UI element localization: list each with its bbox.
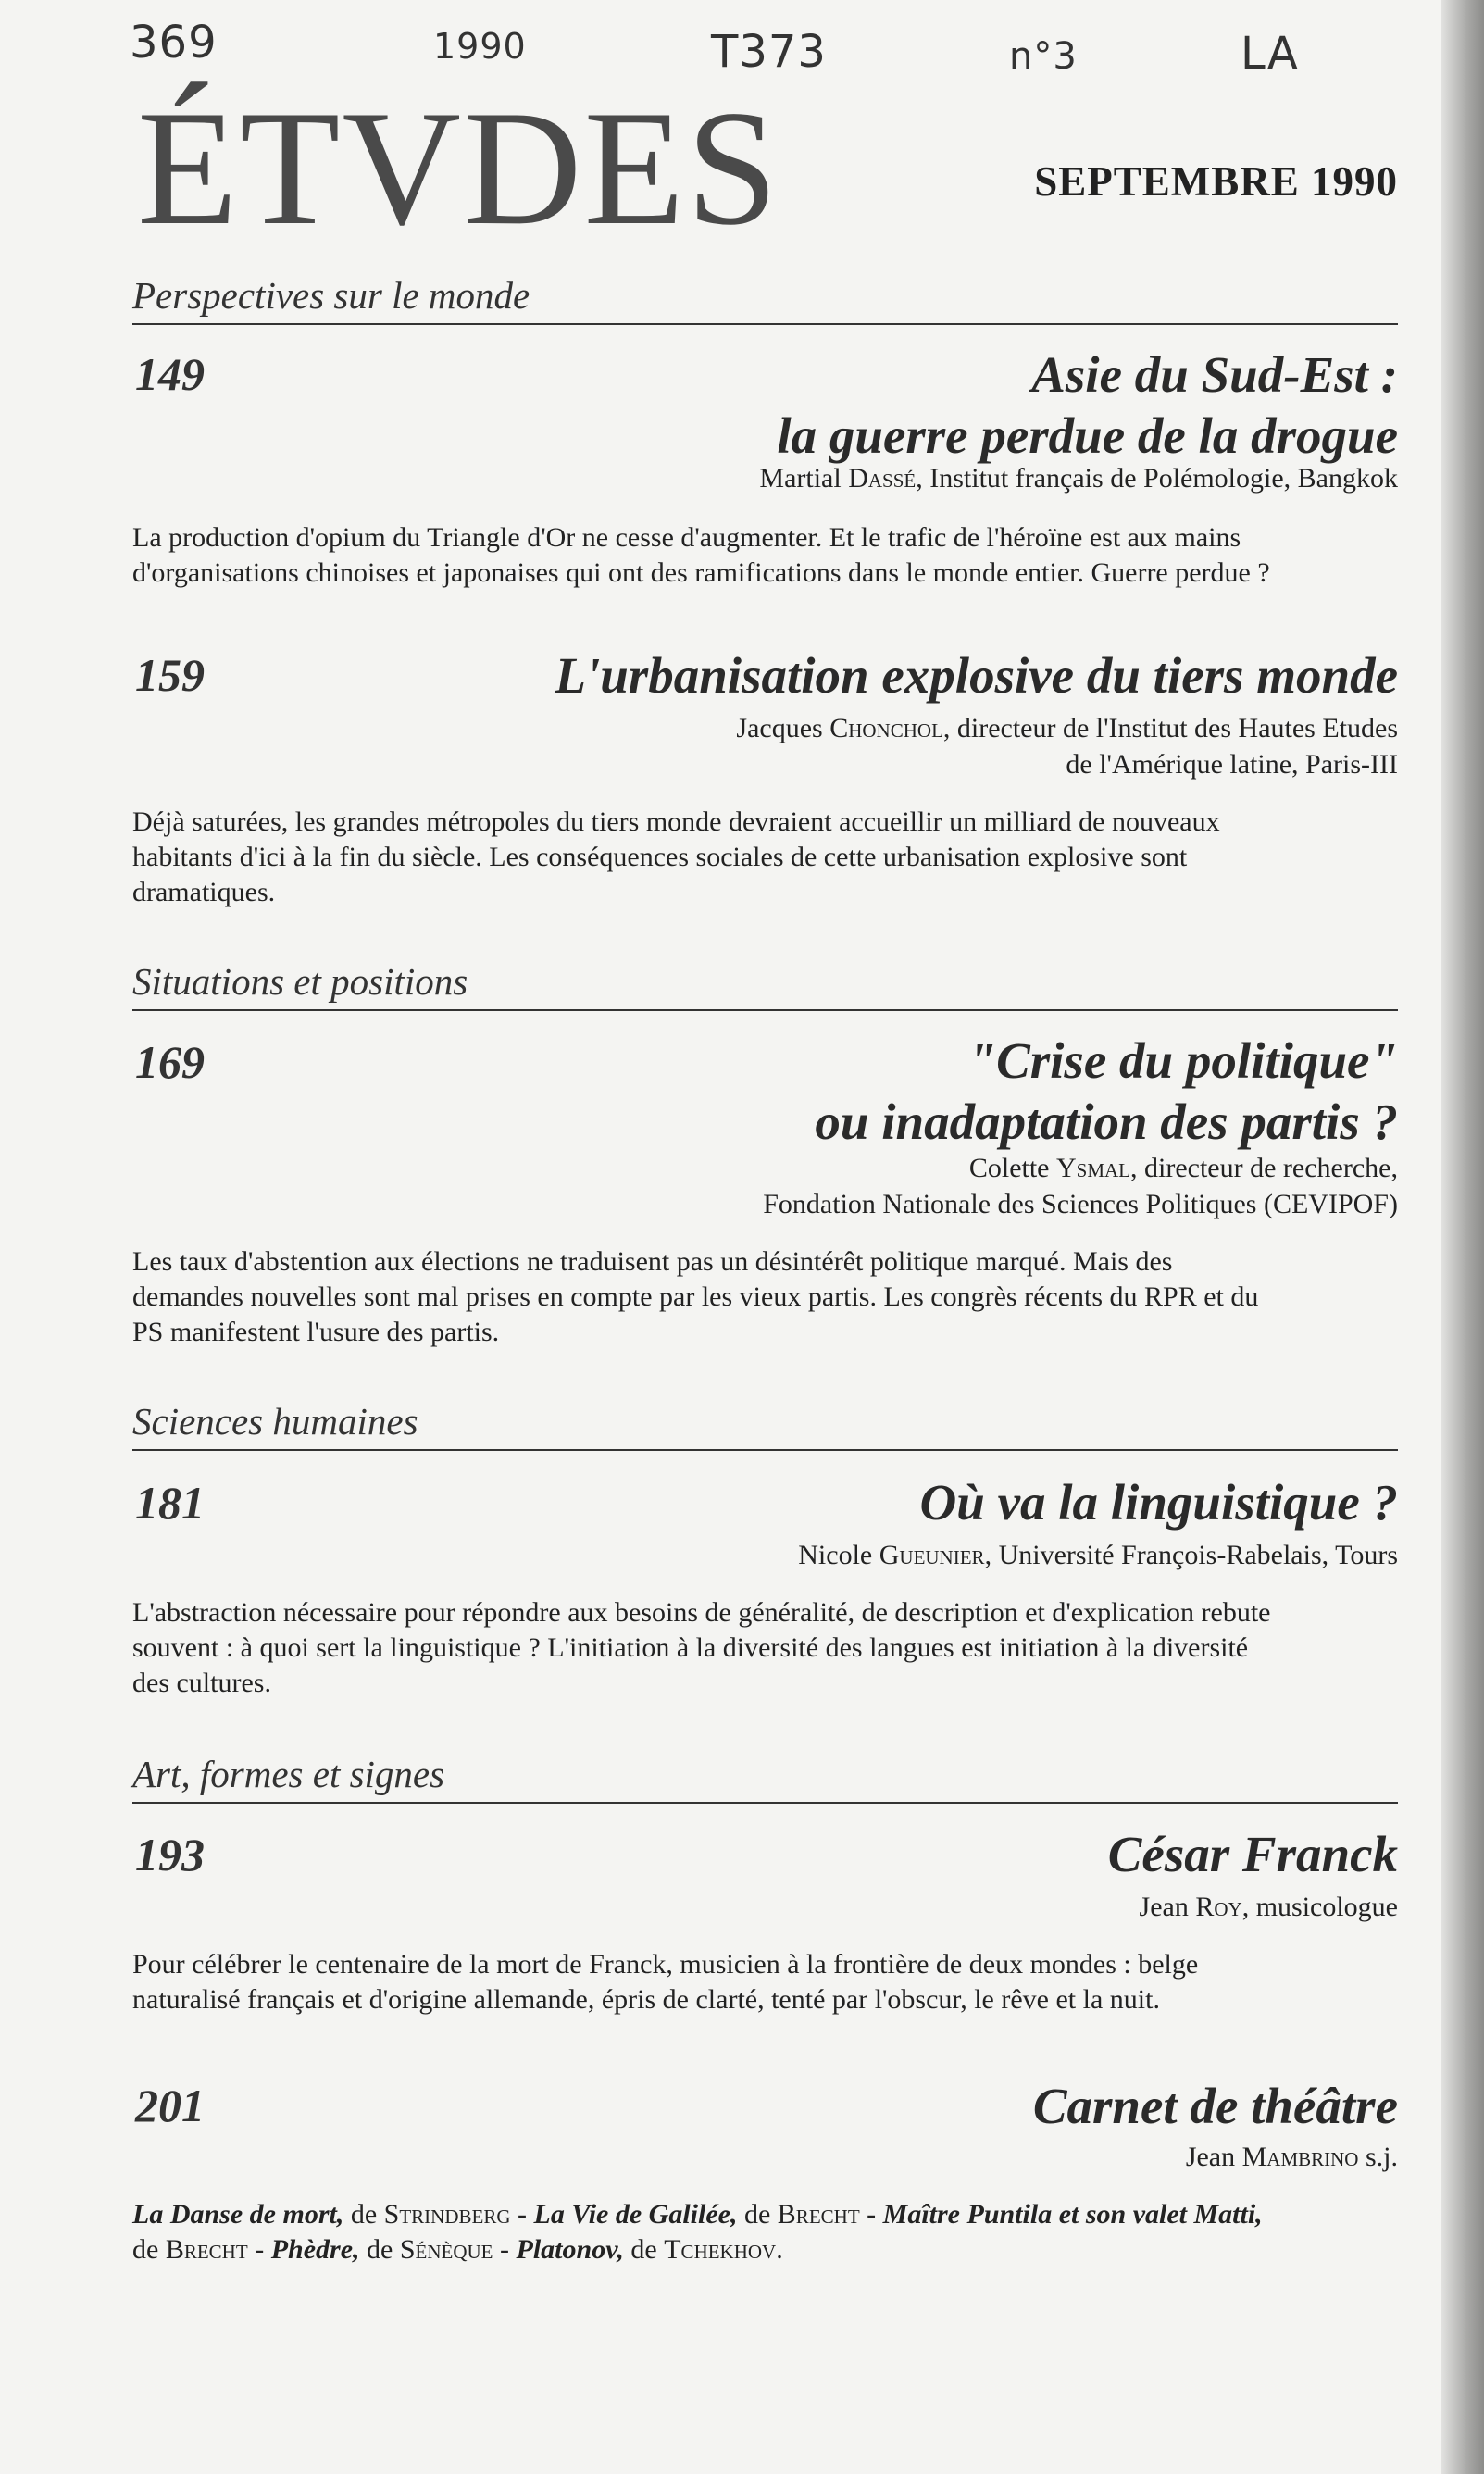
article-author (759, 460, 1398, 496)
play-title: Phèdre, (270, 2234, 360, 2265)
playwright: Brecht (165, 2234, 248, 2265)
author-affiliation-line-2: de l'Amérique latine, Paris-III (1066, 749, 1398, 780)
title-line: Où va la linguistique ? (919, 1474, 1398, 1531)
page-number: 149 (135, 348, 205, 400)
word-de: de (743, 2199, 771, 2230)
title-line: "Crise du politique" (967, 1032, 1398, 1089)
section-heading: Art, formes et signes (132, 1752, 1398, 1804)
page-number: 201 (135, 2080, 205, 2131)
author-first-name: Jean (1185, 2142, 1236, 2172)
word-de: de (132, 2234, 159, 2265)
playwright: Brecht (777, 2199, 860, 2230)
page-edge (1441, 0, 1484, 2474)
article-title (1108, 1824, 1398, 1885)
author-affiliation: , Université François-Rabelais, Tours (984, 1540, 1398, 1570)
author-affiliation: , musicologue (1241, 1892, 1398, 1922)
article-abstract: Les taux d'abstention aux élections ne traduisent pas un désintérêt politique marqué. Mais des demandes nouvelles sont mal prises en compte par les vieux partis. Les congrès récents du RPR et du PS manifestent l'usure des partis. (132, 1246, 1259, 1347)
page-number: 169 (135, 1036, 205, 1088)
author-affiliation: s.j. (1358, 2142, 1398, 2172)
play-title: La Vie de Galilée, (533, 2199, 738, 2230)
author-last-name: Gueunier (879, 1540, 985, 1570)
author-affiliation: , Institut français de Polémologie, Bangkok (916, 463, 1398, 494)
handwritten-note-4: n°3 (1009, 35, 1078, 78)
playwright: Tchekhov (664, 2234, 777, 2265)
author-affiliation: , directeur de l'Institut des Hautes Etudes (942, 713, 1398, 743)
article-abstract: La production d'opium du Triangle d'Or ne cesse d'augmenter. Et le trafic de l'héroïne est aux mains d'organisations chinoises et japonaises qui ont des ramifications dans le monde entier. Guerre perdue ? (132, 522, 1270, 588)
separator: - (500, 2234, 510, 2265)
title-line: Asie du Sud-Est : (1031, 346, 1398, 403)
plays-list: La Danse de mort, de Strindberg - La Vie de Galilée, de Brecht - Maître Puntila et son valet Matti, de Brecht - Phèdre, de Sénèque - Platonov, de Tchekhov. (132, 2199, 1263, 2265)
article-abstract: Déjà saturées, les grandes métropoles du tiers monde devraient accueillir un milliard de nouveaux habitants d'ici à la fin du siècle. Les conséquences sociales de cette urbanisation explosive sont dramatiques. (132, 806, 1220, 907)
playwright: Sénèque (399, 2234, 493, 2265)
title-line: Carnet de théâtre (1032, 2078, 1398, 2134)
title-line: L'urbanisation explosive du tiers monde (555, 647, 1398, 704)
article-title (777, 344, 1398, 467)
issue-date: SEPTEMBRE 1990 (1034, 158, 1398, 205)
play-title: Maître Puntila et son valet Matti, (882, 2199, 1263, 2230)
handwritten-note-5: LA (1241, 28, 1299, 80)
author-first-name: Martial (759, 463, 842, 494)
author-last-name: Mambrino (1241, 2142, 1359, 2172)
article-author (1186, 2139, 1398, 2175)
handwritten-note-3: T373 (711, 26, 827, 78)
page-number: 181 (135, 1477, 205, 1529)
section-heading: Situations et positions (132, 959, 1398, 1011)
page-number: 193 (135, 1829, 205, 1880)
article-title (920, 1472, 1398, 1533)
article-title (555, 645, 1398, 706)
play-title: Platonov, (516, 2234, 624, 2265)
handwritten-note-2: 1990 (433, 26, 527, 67)
article-author (763, 1150, 1398, 1222)
handwritten-note-1: 369 (130, 17, 218, 69)
section-heading: Perspectives sur le monde (132, 273, 1398, 325)
author-first-name: Nicole (798, 1540, 873, 1570)
author-first-name: Jacques (736, 713, 823, 743)
article-title (815, 1031, 1398, 1153)
word-de: de (367, 2234, 393, 2265)
article-abstract: Pour célébrer le centenaire de la mort de Franck, musicien à la frontière de deux mondes : belge naturalisé français et d'origine allemande, épris de clarté, tenté par l'obscur, le rêve et la nuit. (132, 1949, 1199, 2015)
article-abstract: L'abstraction nécessaire pour répondre aux besoins de généralité, de description et d'explication rebute souvent : à quoi sert la linguistique ? L'initiation à la diversité des langues est initiation à la diversité des cultures. (132, 1597, 1271, 1698)
playwright: Strindberg (383, 2199, 511, 2230)
separator: - (255, 2234, 265, 2265)
play-title: La Danse de mort, (132, 2199, 344, 2230)
title-line: ou inadaptation des partis ? (815, 1093, 1398, 1150)
author-affiliation: , directeur de recherche, (1130, 1153, 1398, 1183)
author-first-name: Colette (968, 1153, 1050, 1183)
author-last-name: Roy (1195, 1892, 1242, 1922)
title-line: la guerre perdue de la drogue (777, 407, 1398, 464)
word-de: de (350, 2199, 378, 2230)
author-last-name: Dassé (848, 463, 917, 494)
article-author (736, 710, 1398, 782)
author-first-name: Jean (1139, 1892, 1189, 1922)
page-number: 159 (135, 649, 205, 701)
article-author (798, 1537, 1398, 1573)
separator: - (867, 2199, 877, 2230)
article-author (1140, 1889, 1398, 1925)
author-last-name: Ysmal (1056, 1153, 1131, 1183)
title-line: César Franck (1107, 1826, 1398, 1882)
article-title (1033, 2076, 1398, 2137)
author-last-name: Chonchol (829, 713, 943, 743)
journal-masthead: ÉTVDES (137, 76, 780, 259)
separator: - (518, 2199, 528, 2230)
word-de: de (630, 2234, 657, 2265)
author-affiliation-line-2: Fondation Nationale des Sciences Politiques (CEVIPOF) (763, 1189, 1398, 1219)
section-heading: Sciences humaines (132, 1399, 1398, 1451)
